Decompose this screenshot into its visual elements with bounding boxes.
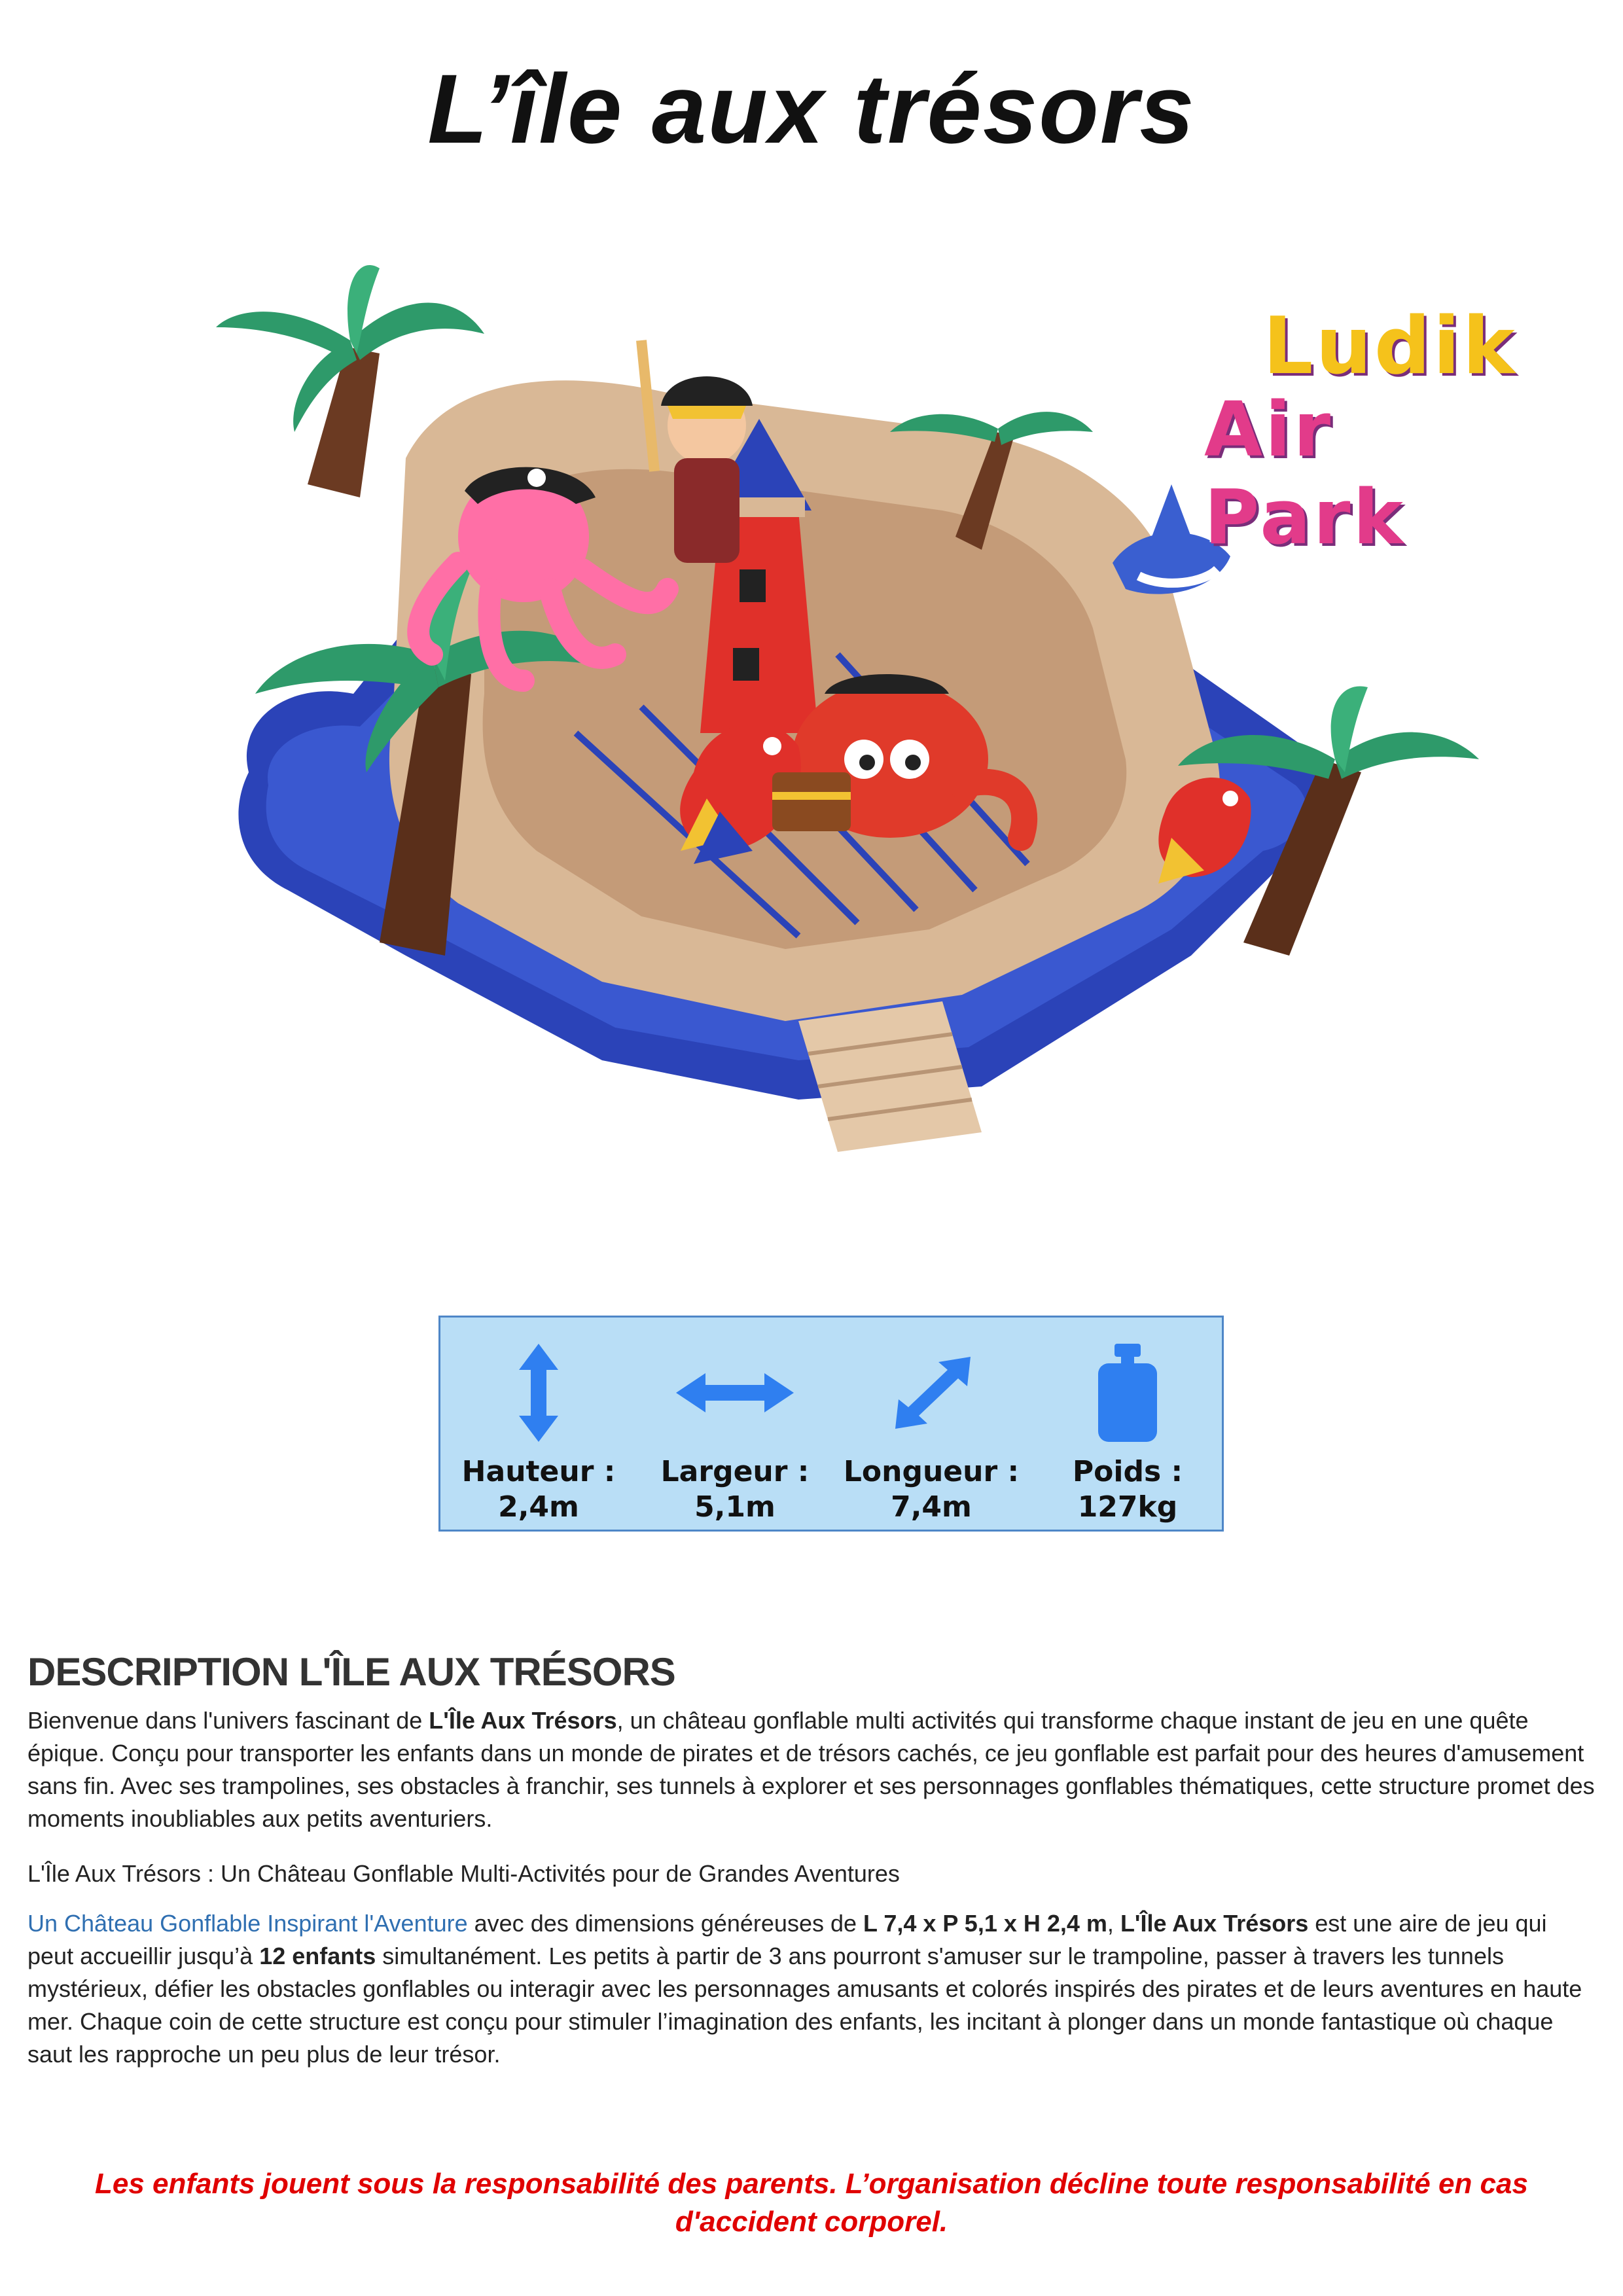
description-paragraph-2 (27, 1907, 1598, 2071)
spec-height (440, 1318, 637, 1534)
spec-value: 5,1m (694, 1490, 776, 1524)
product-name-bold: L'Île Aux Trésors (429, 1707, 617, 1734)
dimensions-bold: L 7,4 x P 5,1 x H 2,4 m (863, 1910, 1107, 1937)
ludik-air-park-logo (1191, 288, 1531, 562)
spec-weight (1029, 1318, 1226, 1534)
text-run: est une aire de jeu qui peut accueillir jusqu’à (27, 1910, 1547, 1969)
weight-icon (1069, 1344, 1186, 1442)
logo-line-1: Ludik (1263, 301, 1518, 392)
horizontal-arrow-icon (676, 1344, 794, 1442)
text-run: , (1107, 1910, 1120, 1937)
text-run: avec des dimensions généreuses de (467, 1910, 864, 1937)
text-run: Bienvenue dans l'univers fascinant de (27, 1707, 429, 1734)
adventure-link[interactable]: Un Château Gonflable Inspirant l'Aventure (27, 1910, 468, 1937)
spec-value: 127kg (1077, 1490, 1178, 1524)
capacity-bold: 12 enfants (259, 1943, 376, 1969)
product-name-bold: L'Île Aux Trésors (1120, 1910, 1309, 1937)
description-heading: DESCRIPTION L'ÎLE AUX TRÉSORS (27, 1650, 675, 1694)
page-title: L’île aux trésors (427, 54, 1196, 164)
spec-label: Longueur : (843, 1455, 1020, 1488)
diagonal-arrow-icon (872, 1344, 990, 1442)
safety-disclaimer: Les enfants jouent sous la responsabilité des parents. L’organisation décline toute responsabilité en cas d'accident corporel. (95, 2168, 1528, 2238)
vertical-arrow-icon (480, 1344, 597, 1442)
spec-label: Largeur : (660, 1455, 810, 1488)
spec-label: Poids : (1072, 1455, 1183, 1488)
logo-line-2: Air Park (1204, 386, 1406, 562)
text-run: , un château gonflable multi activités qui transforme chaque instant de jeu en une quête épique. Conçu pour transporter les enfants dans un monde de pirates et de trésors cachés, ce jeu gonflable est parfait pour des heures d'amusement sans fin. Avec ses trampolines, ses obstacles à franchir, ses tunnels à explorer et ses personnages gonflables thématiques, cette structure promet des moments inoubliables aux petits aventuriers. (27, 1707, 1595, 1832)
dimensions-box (438, 1316, 1224, 1532)
spec-label: Hauteur : (461, 1455, 616, 1488)
spec-value: 7,4m (891, 1490, 972, 1524)
spec-length (833, 1318, 1029, 1534)
text-run: simultanément. Les petits à partir de 3 ans pourront s'amuser sur le trampoline, passer à travers les tunnels mystérieux, défier les obstacles gonflables ou interagir avec les personnages amusants et colorés inspirés des pirates et de leurs aventures en haute mer. Chaque coin de cette structure est conçu pour stimuler l’imagination des enfants, les incitant à plonger dans un monde fantastique où chaque saut les rapproche un peu plus de leur trésor. (27, 1943, 1582, 2068)
spec-value: 2,4m (498, 1490, 579, 1524)
description-paragraph-1 (27, 1704, 1598, 1835)
description-subheading: L'Île Aux Trésors : Un Château Gonflable Multi-Activités pour de Grandes Aventures (27, 1860, 900, 1887)
spec-width (637, 1318, 833, 1534)
